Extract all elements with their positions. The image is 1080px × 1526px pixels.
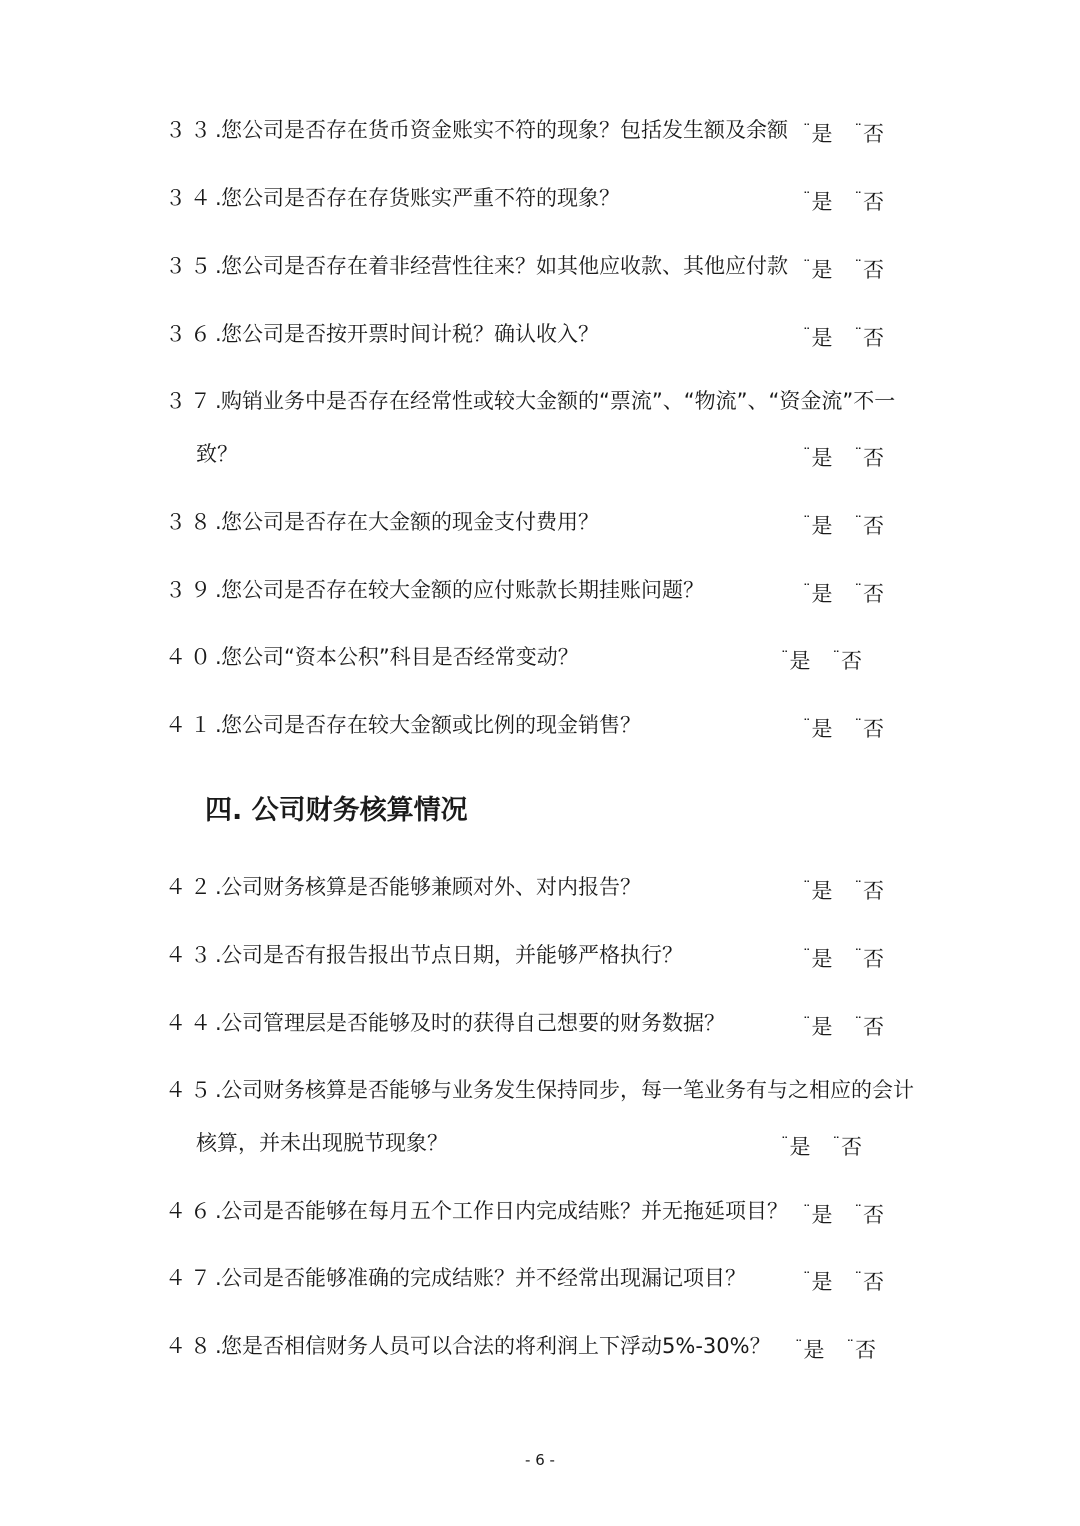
- answer-options-33: [803, 110, 884, 150]
- checkbox-icon: ¨: [854, 716, 862, 734]
- checkbox-icon: ¨: [803, 445, 811, 463]
- question-47: [165, 1258, 746, 1298]
- yes-option[interactable]: [803, 246, 833, 290]
- no-option[interactable]: [855, 502, 885, 546]
- question-text: 公司是否有报告报出节点日期，并能够严格执行？: [221, 943, 683, 967]
- yes-label: 是: [811, 258, 833, 282]
- no-option[interactable]: [855, 1191, 885, 1235]
- no-option[interactable]: [833, 637, 863, 681]
- no-label: 否: [863, 1270, 884, 1294]
- question-44: [165, 1003, 725, 1043]
- yes-option[interactable]: [803, 1258, 833, 1302]
- checkbox-icon: ¨: [803, 1202, 811, 1220]
- no-option[interactable]: [855, 935, 885, 979]
- question-41: [165, 705, 641, 745]
- yes-option[interactable]: [803, 867, 833, 911]
- question-text: 您是否相信财务人员可以合法的将利润上下浮动5%-30%？: [221, 1334, 771, 1358]
- question-number: ３３.: [165, 118, 226, 142]
- checkbox-icon: ¨: [854, 878, 862, 896]
- question-text: 您公司“资本公积”科目是否经常变动？: [221, 645, 579, 669]
- answer-options-36: [803, 314, 884, 354]
- no-label: 否: [863, 122, 884, 146]
- yes-label: 是: [811, 582, 833, 606]
- yes-label: 是: [811, 879, 833, 903]
- no-option[interactable]: [855, 178, 885, 222]
- question-text: 公司是否能够准确的完成结账？并不经常出现漏记项目？: [221, 1266, 746, 1290]
- answer-options-35: [803, 246, 884, 286]
- question-number: ４５.: [165, 1078, 226, 1102]
- no-label: 否: [863, 514, 884, 538]
- question-text: 公司财务核算是否能够与业务发生保持同步，每一笔业务有与之相应的会计: [221, 1078, 914, 1102]
- answer-options-39: [803, 570, 884, 610]
- checkbox-icon: ¨: [854, 121, 862, 139]
- no-option[interactable]: [855, 1003, 885, 1047]
- no-label: 否: [841, 649, 862, 673]
- checkbox-icon: ¨: [854, 946, 862, 964]
- question-number: ４８.: [165, 1334, 226, 1358]
- checkbox-icon: ¨: [854, 445, 862, 463]
- question-text: 您公司是否存在较大金额或比例的现金销售？: [221, 713, 641, 737]
- question-37: [165, 381, 895, 421]
- yes-option[interactable]: [803, 935, 833, 979]
- question-number: ４２.: [165, 875, 226, 899]
- no-option[interactable]: [847, 1326, 877, 1370]
- no-label: 否: [841, 1135, 862, 1159]
- checkbox-icon: ¨: [803, 257, 811, 275]
- checkbox-icon: ¨: [803, 121, 811, 139]
- question-number: ３９.: [165, 578, 226, 602]
- question-number: ４６.: [165, 1199, 226, 1223]
- question-text: 您公司是否存在大金额的现金支付费用？: [221, 510, 599, 534]
- question-text: 您公司是否存在货币资金账实不符的现象？包括发生额及余额: [221, 118, 788, 142]
- yes-label: 是: [811, 190, 833, 214]
- yes-option[interactable]: [781, 1123, 811, 1167]
- answer-options-47: [803, 1258, 884, 1298]
- question-number: ４０.: [165, 645, 226, 669]
- answer-options-34: [803, 178, 884, 218]
- answer-options-44: [803, 1003, 884, 1043]
- question-text: 您公司是否存在存货账实严重不符的现象？: [221, 186, 620, 210]
- question-number: ４１.: [165, 713, 226, 737]
- question-number: ３５.: [165, 254, 226, 278]
- yes-label: 是: [811, 1270, 833, 1294]
- question-38: [165, 502, 599, 542]
- no-label: 否: [863, 717, 884, 741]
- no-label: 否: [863, 446, 884, 470]
- yes-label: 是: [803, 1338, 825, 1362]
- checkbox-icon: ¨: [803, 325, 811, 343]
- checkbox-icon: ¨: [854, 189, 862, 207]
- question-36: [165, 314, 599, 354]
- yes-option[interactable]: [803, 110, 833, 154]
- yes-option[interactable]: [803, 314, 833, 358]
- yes-label: 是: [811, 446, 833, 470]
- yes-option[interactable]: [803, 502, 833, 546]
- question-number: ３６.: [165, 322, 226, 346]
- checkbox-icon: ¨: [781, 648, 789, 666]
- no-option[interactable]: [855, 1258, 885, 1302]
- yes-option[interactable]: [803, 1003, 833, 1047]
- checkbox-icon: ¨: [854, 1269, 862, 1287]
- question-text: 您公司是否按开票时间计税？确认收入？: [221, 322, 599, 346]
- answer-options-43: [803, 935, 884, 975]
- no-option[interactable]: [855, 314, 885, 358]
- answer-options-40: [781, 637, 862, 677]
- question-43: [165, 935, 683, 975]
- section-heading: 四. 公司财务核算情况: [205, 795, 468, 826]
- checkbox-icon: ¨: [803, 716, 811, 734]
- yes-label: 是: [811, 326, 833, 350]
- answer-options-46: [803, 1191, 884, 1231]
- question-42: [165, 867, 641, 907]
- question-text: 购销业务中是否存在经常性或较大金额的“票流”、“物流”、“资金流”不一: [221, 389, 896, 413]
- yes-option[interactable]: [803, 570, 833, 614]
- yes-option[interactable]: [781, 637, 811, 681]
- question-text: 您公司是否存在着非经营性往来？如其他应收款、其他应付款: [221, 254, 788, 278]
- question-number: ３７.: [165, 389, 226, 413]
- question-45-continuation: 核算，并未出现脱节现象？: [196, 1131, 448, 1155]
- question-text: 公司管理层是否能够及时的获得自己想要的财务数据？: [221, 1011, 725, 1035]
- yes-option[interactable]: [795, 1326, 825, 1370]
- no-option[interactable]: [855, 246, 885, 290]
- question-37-continuation: 致？: [196, 442, 238, 466]
- yes-label: 是: [811, 514, 833, 538]
- checkbox-icon: ¨: [854, 513, 862, 531]
- no-label: 否: [863, 1203, 884, 1227]
- question-number: ３８.: [165, 510, 226, 534]
- yes-label: 是: [811, 1203, 833, 1227]
- checkbox-icon: ¨: [832, 648, 840, 666]
- no-label: 否: [863, 582, 884, 606]
- question-number: ３４.: [165, 186, 226, 210]
- checkbox-icon: ¨: [803, 189, 811, 207]
- yes-label: 是: [811, 717, 833, 741]
- checkbox-icon: ¨: [803, 1014, 811, 1032]
- no-label: 否: [863, 879, 884, 903]
- no-label: 否: [863, 947, 884, 971]
- question-text: 您公司是否存在较大金额的应付账款长期挂账问题？: [221, 578, 704, 602]
- checkbox-icon: ¨: [854, 1014, 862, 1032]
- question-39: [165, 570, 704, 610]
- checkbox-icon: ¨: [803, 581, 811, 599]
- yes-label: 是: [811, 947, 833, 971]
- no-label: 否: [863, 1015, 884, 1039]
- question-text: 公司财务核算是否能够兼顾对外、对内报告？: [221, 875, 641, 899]
- checkbox-icon: ¨: [854, 581, 862, 599]
- checkbox-icon: ¨: [854, 257, 862, 275]
- answer-options-48: [795, 1326, 876, 1366]
- no-label: 否: [863, 258, 884, 282]
- question-48: [165, 1326, 771, 1366]
- no-option[interactable]: [855, 570, 885, 614]
- page-number: - 6 -: [525, 1451, 555, 1469]
- yes-label: 是: [811, 1015, 833, 1039]
- question-34: [165, 178, 620, 218]
- checkbox-icon: ¨: [795, 1337, 803, 1355]
- checkbox-icon: ¨: [846, 1337, 854, 1355]
- no-option[interactable]: [855, 705, 885, 749]
- question-45: [165, 1070, 914, 1110]
- yes-option[interactable]: [803, 178, 833, 222]
- checkbox-icon: ¨: [803, 1269, 811, 1287]
- no-option[interactable]: [855, 434, 885, 478]
- question-46: [165, 1191, 788, 1231]
- yes-label: 是: [789, 1135, 811, 1159]
- question-text: 公司是否能够在每月五个工作日内完成结账？并无拖延项目？: [221, 1199, 788, 1223]
- answer-options-37: [803, 434, 884, 474]
- checkbox-icon: ¨: [832, 1134, 840, 1152]
- yes-label: 是: [811, 122, 833, 146]
- yes-option[interactable]: [803, 1191, 833, 1235]
- no-option[interactable]: [855, 110, 885, 154]
- checkbox-icon: ¨: [854, 1202, 862, 1220]
- question-33: [165, 110, 788, 150]
- no-label: 否: [863, 190, 884, 214]
- question-number: ４７.: [165, 1266, 226, 1290]
- checkbox-icon: ¨: [803, 513, 811, 531]
- no-option[interactable]: [855, 867, 885, 911]
- checkbox-icon: ¨: [803, 946, 811, 964]
- question-number: ４４.: [165, 1011, 226, 1035]
- question-35: [165, 246, 788, 286]
- question-number: ４３.: [165, 943, 226, 967]
- answer-options-45: [781, 1123, 862, 1163]
- checkbox-icon: ¨: [781, 1134, 789, 1152]
- answer-options-42: [803, 867, 884, 907]
- checkbox-icon: ¨: [854, 325, 862, 343]
- no-label: 否: [855, 1338, 876, 1362]
- answer-options-38: [803, 502, 884, 542]
- no-label: 否: [863, 326, 884, 350]
- answer-options-41: [803, 705, 884, 745]
- no-option[interactable]: [833, 1123, 863, 1167]
- yes-option[interactable]: [803, 434, 833, 478]
- checkbox-icon: ¨: [803, 878, 811, 896]
- yes-option[interactable]: [803, 705, 833, 749]
- question-40: [165, 637, 579, 677]
- yes-label: 是: [789, 649, 811, 673]
